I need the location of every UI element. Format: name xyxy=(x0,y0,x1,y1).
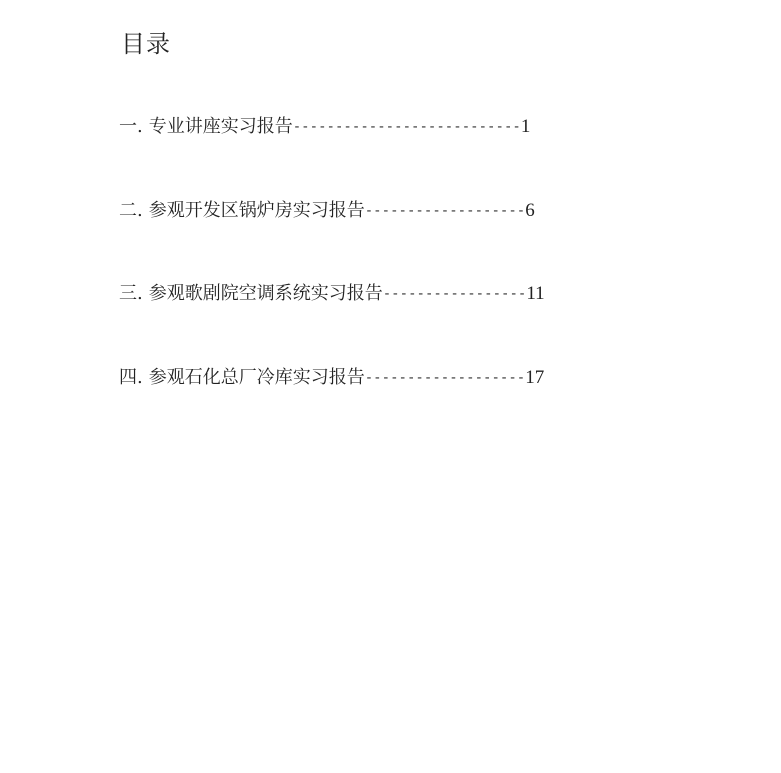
toc-entry xyxy=(119,363,639,447)
toc-entry-leader: ----------------- xyxy=(382,286,527,302)
toc-entry-title: 参观歌剧院空调系统实习报告 xyxy=(148,283,383,304)
toc-entry xyxy=(119,112,639,196)
toc-entry-page-number: 6 xyxy=(525,199,535,221)
toc-entry-number: 三. xyxy=(119,283,143,304)
toc-entry-page-number: 1 xyxy=(520,116,531,137)
toc-entry-title: 专业讲座实习报告 xyxy=(148,116,293,137)
toc-title: 目录 xyxy=(121,30,171,58)
toc-entry xyxy=(119,279,639,363)
toc-entry-title: 参观石化总厂冷库实习报告 xyxy=(148,366,365,388)
toc-list xyxy=(119,112,639,446)
toc-entry-number: 一. xyxy=(119,116,143,137)
toc-entry-leader: --------------------------- xyxy=(292,119,521,135)
toc-entry-number: 二. xyxy=(119,199,143,221)
toc-entry-page-number: 17 xyxy=(525,366,545,388)
toc-entry-leader: ------------------- xyxy=(364,369,526,386)
toc-entry-title: 参观开发区锅炉房实习报告 xyxy=(148,199,365,221)
toc-entry-leader: ------------------- xyxy=(364,202,526,219)
toc-entry xyxy=(119,196,639,280)
toc-entry-page-number: 11 xyxy=(526,283,545,304)
toc-entry-number: 四. xyxy=(119,366,143,388)
